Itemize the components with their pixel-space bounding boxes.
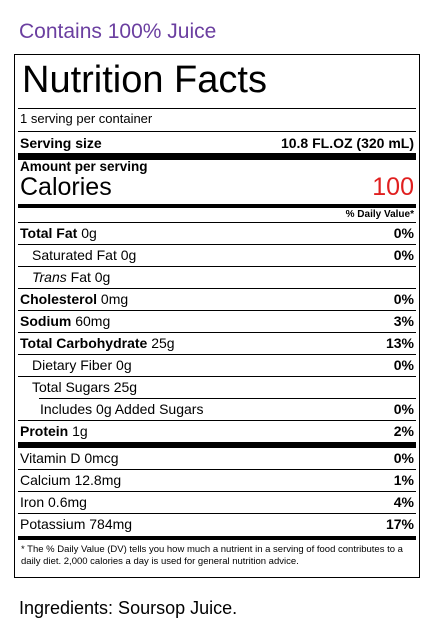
nutrient-name: Total Carbohydrate	[20, 335, 148, 351]
nutrient-name: Dietary Fiber	[32, 357, 113, 373]
nutrient-dv: 2%	[393, 423, 414, 439]
nutrient-row-added-sugars	[18, 398, 416, 420]
vitamin-dv: 0%	[393, 450, 414, 466]
vitamin-amount: 784mg	[89, 516, 133, 532]
serving-size-value: 10.8 FL.OZ (320 mL)	[280, 135, 414, 151]
nutrient-row-total-sugars	[18, 376, 416, 398]
nutrient-name: Sodium	[20, 313, 72, 329]
amount-per-serving: Amount per serving	[20, 159, 148, 174]
nutrient-amount: 25g	[151, 335, 175, 351]
vitamin-row-iron	[18, 491, 416, 513]
nutrient-amount: 60mg	[75, 313, 111, 329]
nutrient-dv: 0%	[393, 357, 414, 373]
nutrient-name-italic: Trans	[32, 269, 67, 285]
nutrient-amount: 0g	[94, 269, 111, 285]
vitamin-name: Iron	[20, 494, 45, 510]
nutrient-name: Cholesterol	[20, 291, 98, 307]
vitamin-name: Calcium	[20, 472, 71, 488]
daily-value-header: % Daily Value*	[345, 209, 414, 220]
nutrient-row-cholesterol	[18, 288, 416, 310]
nutrient-name: Includes 0g Added Sugars	[40, 401, 204, 417]
nutrient-row-total-fat	[18, 222, 416, 244]
nutrient-amount: 1g	[72, 423, 88, 439]
nutrient-row-saturated-fat	[18, 244, 416, 266]
servings-per-container: 1 serving per container	[20, 111, 153, 126]
nutrient-dv: 3%	[393, 313, 414, 329]
nutrient-name: Total Fat	[20, 225, 78, 241]
nutrient-name: Saturated Fat	[32, 247, 117, 263]
nutrient-amount: 0g	[120, 247, 137, 263]
vitamin-amount: 12.8mg	[74, 472, 122, 488]
nutrient-row-sodium	[18, 310, 416, 332]
calories-label: Calories	[20, 173, 112, 201]
nutrient-dv: 0%	[393, 247, 414, 263]
daily-value-footnote: * The % Daily Value (DV) tells you how much a nutrient in a serving of food contributes to a daily diet. 2,000 calories a day is used for general nutrition advice.	[21, 544, 403, 567]
nutrient-row-trans-fat	[18, 266, 416, 288]
calories-divider	[18, 204, 416, 208]
vitamin-dv: 4%	[393, 494, 414, 510]
nutrient-row-protein	[18, 420, 416, 442]
servings-divider	[18, 131, 416, 132]
vitamin-row-calcium	[18, 469, 416, 491]
vitamin-dv: 17%	[385, 516, 414, 532]
footnote-divider	[18, 536, 416, 540]
nutrient-row-total-carbohydrate	[18, 332, 416, 354]
nutrient-name: Fat	[66, 269, 91, 285]
ingredients-statement: Ingredients: Soursop Juice.	[19, 598, 238, 618]
calories-value: 100	[372, 173, 414, 201]
vitamin-amount: 0.6mg	[48, 494, 87, 510]
nutrient-dv: 0%	[393, 291, 414, 307]
vitamin-row-potassium	[18, 513, 416, 535]
product-tagline: Contains 100% Juice	[19, 20, 217, 43]
nutrient-dv: 0%	[393, 401, 414, 417]
nutrient-amount: 0g	[116, 357, 132, 373]
title-divider	[18, 108, 416, 109]
nutrient-name: Protein	[20, 423, 69, 439]
vitamin-dv: 1%	[393, 472, 414, 488]
label-title: Nutrition Facts	[22, 59, 267, 101]
nutrient-name: Total Sugars	[32, 379, 110, 395]
nutrient-row-dietary-fiber	[18, 354, 416, 376]
vitamin-amount: 0mcg	[84, 450, 119, 466]
nutrient-dv: 0%	[393, 225, 414, 241]
nutrient-amount: 0mg	[100, 291, 129, 307]
serving-size-label: Serving size	[20, 135, 102, 151]
vitamin-name: Potassium	[20, 516, 86, 532]
vitamin-name: Vitamin D	[20, 450, 81, 466]
nutrient-amount: 25g	[113, 379, 138, 395]
nutrient-amount: 0g	[81, 225, 97, 241]
nutrient-dv: 13%	[385, 335, 414, 351]
vitamin-row-vitamin-d	[18, 447, 416, 469]
nutrition-facts-label	[14, 54, 420, 578]
